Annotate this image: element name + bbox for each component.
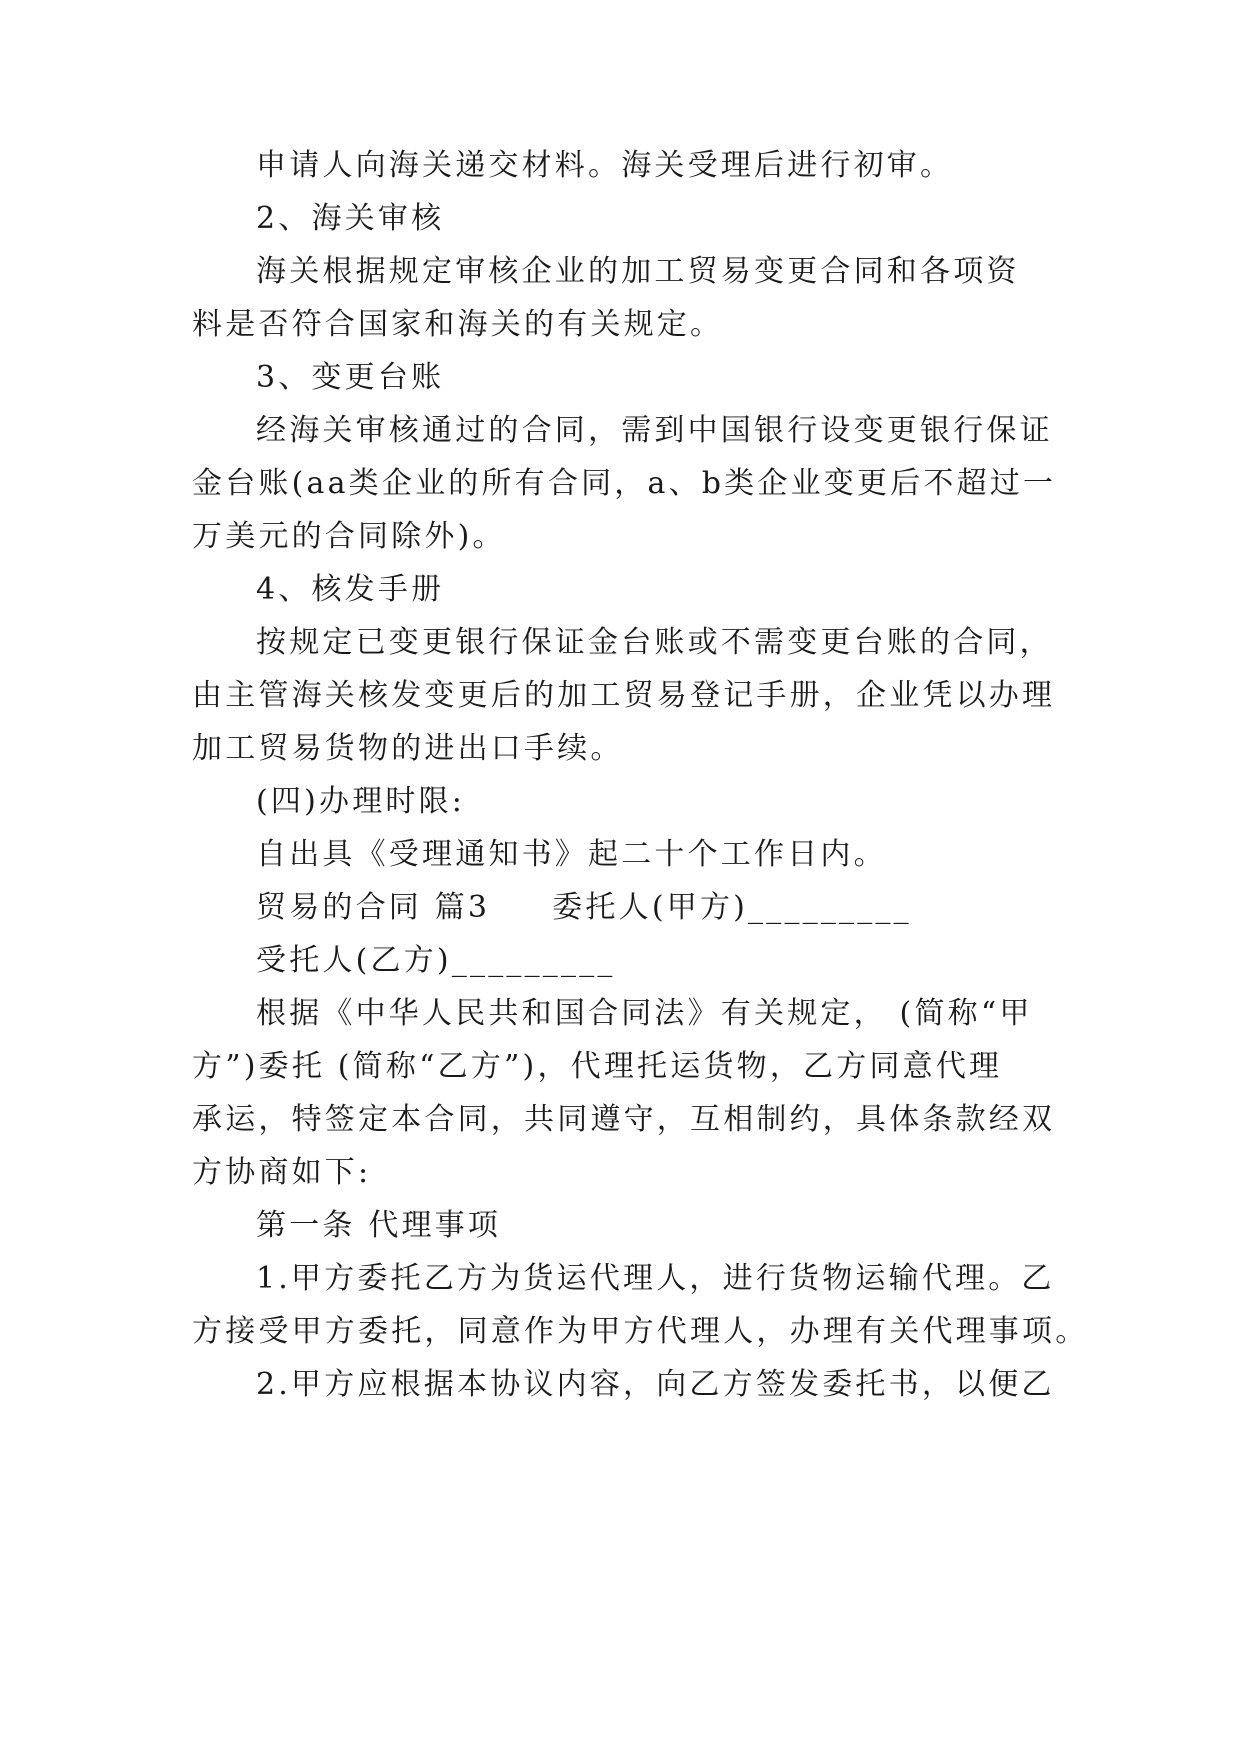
paragraph-line: 加工贸易货物的进出口手续。 — [192, 731, 624, 766]
paragraph-line: 料是否符合国家和海关的有关规定。 — [192, 307, 724, 342]
party-b-line: 受托人(乙方)_________ — [256, 943, 616, 978]
paragraph-line: 由主管海关核发变更后的加工贸易登记手册，企业凭以办理 — [192, 678, 1056, 713]
paragraph-line: 金台账(aa类企业的所有合同，a、b类企业变更后不超过一 — [192, 466, 1057, 501]
contract-title-line — [256, 888, 912, 928]
paragraph-line: 承运，特签定本合同，共同遵守，互相制约，具体条款经双 — [192, 1102, 1056, 1137]
paragraph-line: 根据《中华人民共和国合同法》有关规定， (简称“甲 — [256, 996, 1033, 1031]
contract-title: 贸易的合同 篇3 — [256, 890, 491, 925]
party-a-line: 委托人(甲方)_________ — [552, 890, 912, 925]
section-heading: 4、核发手册 — [256, 572, 445, 607]
paragraph-line: 海关根据规定审核企业的加工贸易变更合同和各项资 — [256, 254, 1020, 289]
paragraph-line: 申请人向海关递交材料。海关受理后进行初审。 — [256, 148, 954, 183]
paragraph-line: 1.甲方委托乙方为货运代理人，进行货物运输代理。乙 — [256, 1261, 1055, 1296]
paragraph-line: 万美元的合同除外)。 — [192, 519, 506, 554]
paragraph-line: 自出具《受理通知书》起二十个工作日内。 — [256, 837, 887, 872]
section-heading: 3、变更台账 — [256, 360, 445, 395]
paragraph-line: 方接受甲方委托，同意作为甲方代理人，办理有关代理事项。 — [192, 1314, 1089, 1349]
paragraph-line: 按规定已变更银行保证金台账或不需变更台账的合同， — [256, 625, 1053, 660]
paragraph-line: 方协商如下: — [192, 1155, 372, 1190]
paragraph-line: 方”)委托 (简称“乙方”)，代理托运货物，乙方同意代理 — [192, 1049, 1003, 1084]
section-heading: 2、海关审核 — [256, 201, 445, 236]
paragraph-line: 2.甲方应根据本协议内容，向乙方签发委托书，以便乙 — [256, 1367, 1055, 1402]
section-heading: (四)办理时限: — [256, 784, 466, 819]
article-heading: 第一条 代理事项 — [256, 1208, 502, 1243]
paragraph-line: 经海关审核通过的合同，需到中国银行设变更银行保证 — [256, 413, 1053, 448]
